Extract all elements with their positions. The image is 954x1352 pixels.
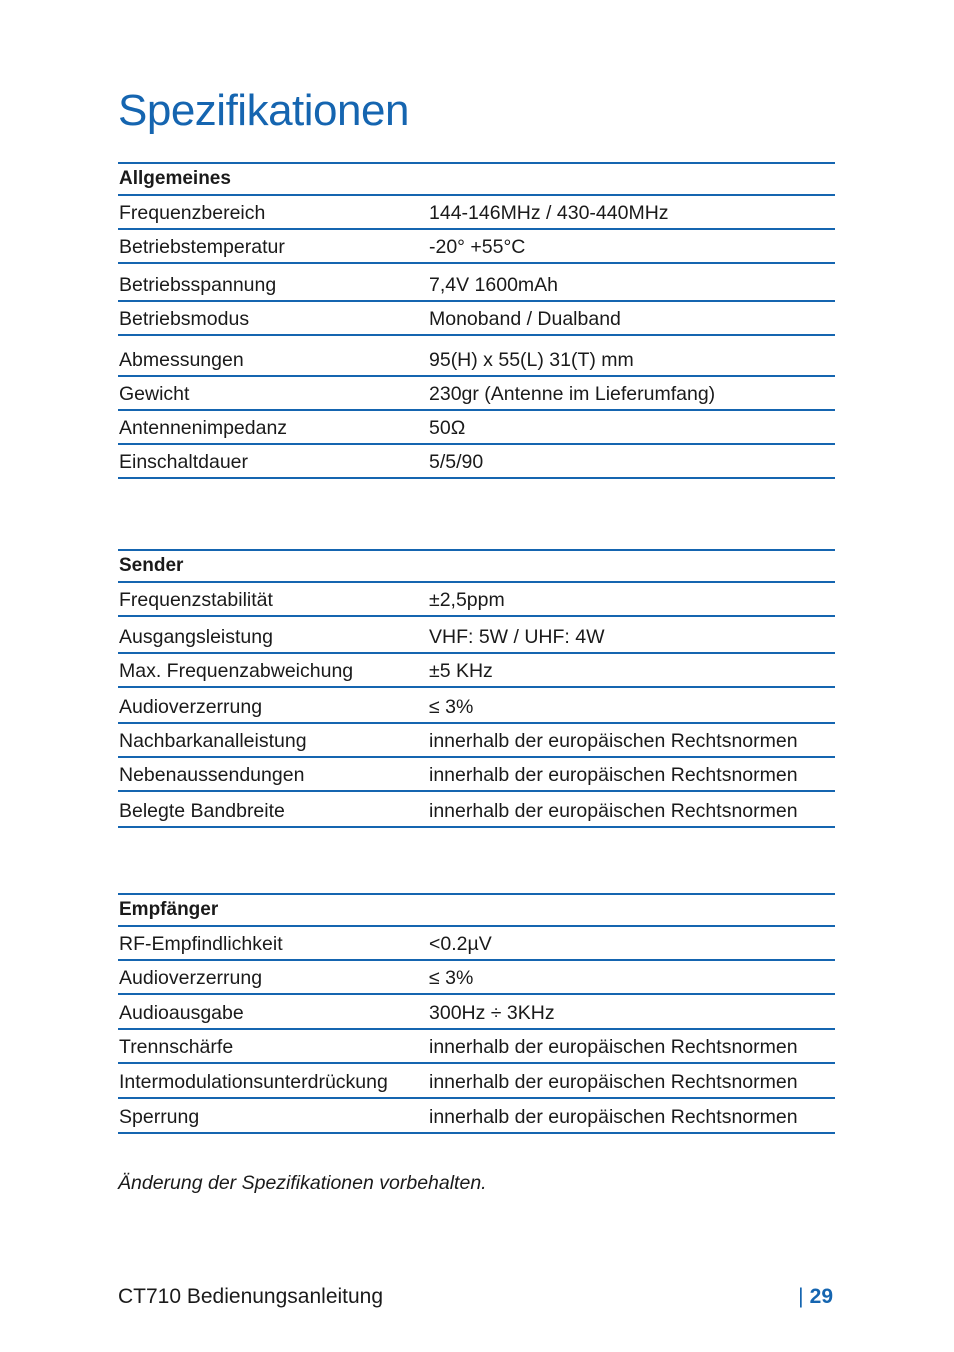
- spec-row: [118, 196, 835, 230]
- spec-row: [118, 230, 835, 264]
- spec-label: Audioverzerrung: [119, 696, 263, 718]
- spec-value: innerhalb der europäischen Rechtsnormen: [429, 800, 798, 822]
- spec-row: [118, 268, 835, 302]
- section-heading: Allgemeines: [119, 168, 231, 189]
- spec-label: Audioverzerrung: [119, 967, 263, 989]
- spec-value: 5/5/90: [429, 451, 484, 473]
- spec-label: Einschaltdauer: [119, 451, 248, 473]
- spec-table-allgemeines: [118, 162, 835, 479]
- disclaimer-note: Änderung der Spezifikationen vorbehalten.: [118, 1172, 487, 1194]
- spec-row: [118, 688, 835, 724]
- spec-row: [118, 724, 835, 758]
- spec-value: ≤ 3%: [429, 696, 474, 718]
- spec-value: <0.2µV: [429, 933, 492, 955]
- spec-label: RF-Empfindlichkeit: [119, 933, 283, 955]
- spec-row: [118, 758, 835, 792]
- spec-value: ±5 KHz: [429, 660, 493, 682]
- spec-label: Intermodulationsunterdrückung: [119, 1071, 388, 1093]
- spec-row: [118, 617, 835, 654]
- spec-label: Frequenzstabilität: [119, 589, 273, 611]
- page-title: Spezifikationen: [118, 86, 409, 135]
- page-separator: |: [798, 1285, 804, 1308]
- spec-row: [118, 1099, 835, 1134]
- spec-row: [118, 445, 835, 479]
- spec-value: 7,4V 1600mAh: [429, 274, 559, 296]
- spec-label: Betriebsmodus: [119, 308, 250, 330]
- spec-label: Sperrung: [119, 1106, 200, 1128]
- spec-row: [118, 583, 835, 617]
- spec-value: 95(H) x 55(L) 31(T) mm: [429, 349, 634, 371]
- spec-label: Gewicht: [119, 383, 190, 405]
- spec-value: 50Ω: [429, 417, 466, 439]
- spec-label: Betriebstemperatur: [119, 236, 285, 258]
- spec-row: [118, 377, 835, 411]
- page-number-value: 29: [809, 1285, 833, 1308]
- spec-value: innerhalb der europäischen Rechtsnormen: [429, 730, 798, 752]
- spec-value: innerhalb der europäischen Rechtsnormen: [429, 1106, 798, 1128]
- spec-value: 300Hz ÷ 3KHz: [429, 1002, 555, 1024]
- spec-value: innerhalb der europäischen Rechtsnormen: [429, 1036, 798, 1058]
- spec-label: Abmessungen: [119, 349, 244, 371]
- spec-label: Frequenzbereich: [119, 202, 266, 224]
- spec-value: -20° +55°C: [429, 236, 526, 258]
- spec-row: [118, 340, 835, 377]
- section-heading: Sender: [119, 555, 184, 576]
- spec-label: Trennschärfe: [119, 1036, 234, 1058]
- spec-value: innerhalb der europäischen Rechtsnormen: [429, 1071, 798, 1093]
- spec-value: ±2,5ppm: [429, 589, 505, 611]
- section-heading-row: [118, 893, 835, 927]
- spec-label: Ausgangsleistung: [119, 626, 273, 648]
- spec-label: Belegte Bandbreite: [119, 800, 285, 822]
- spec-value: ≤ 3%: [429, 967, 474, 989]
- footer-manual-title: CT710 Bedienungsanleitung: [118, 1285, 384, 1308]
- spec-label: Betriebsspannung: [119, 274, 277, 296]
- spec-value: 144-146MHz / 430-440MHz: [429, 202, 669, 224]
- spec-row: [118, 411, 835, 445]
- spec-label: Max. Frequenzabweichung: [119, 660, 354, 682]
- spec-row: [118, 1030, 835, 1064]
- spec-row: [118, 792, 835, 828]
- spec-table-sender: [118, 549, 835, 828]
- section-heading-row: [118, 549, 835, 583]
- spec-value: VHF: 5W / UHF: 4W: [429, 626, 605, 648]
- section-heading: Empfänger: [119, 899, 219, 920]
- spec-label: Audioausgabe: [119, 1002, 244, 1024]
- spec-label: Nebenaussendungen: [119, 764, 305, 786]
- spec-value: innerhalb der europäischen Rechtsnormen: [429, 764, 798, 786]
- spec-label: Nachbarkanalleistung: [119, 730, 307, 752]
- page-number: [798, 1285, 833, 1309]
- spec-row: [118, 1064, 835, 1099]
- spec-row: [118, 995, 835, 1030]
- spec-label: Antennenimpedanz: [119, 417, 288, 439]
- spec-value: Monoband / Dualband: [429, 308, 621, 330]
- spec-row: [118, 302, 835, 336]
- spec-row: [118, 927, 835, 961]
- spec-value: 230gr (Antenne im Lieferumfang): [429, 383, 716, 405]
- spec-table-empfaenger: [118, 893, 835, 1134]
- spec-row: [118, 961, 835, 995]
- section-heading-row: [118, 162, 835, 196]
- spec-row: [118, 654, 835, 688]
